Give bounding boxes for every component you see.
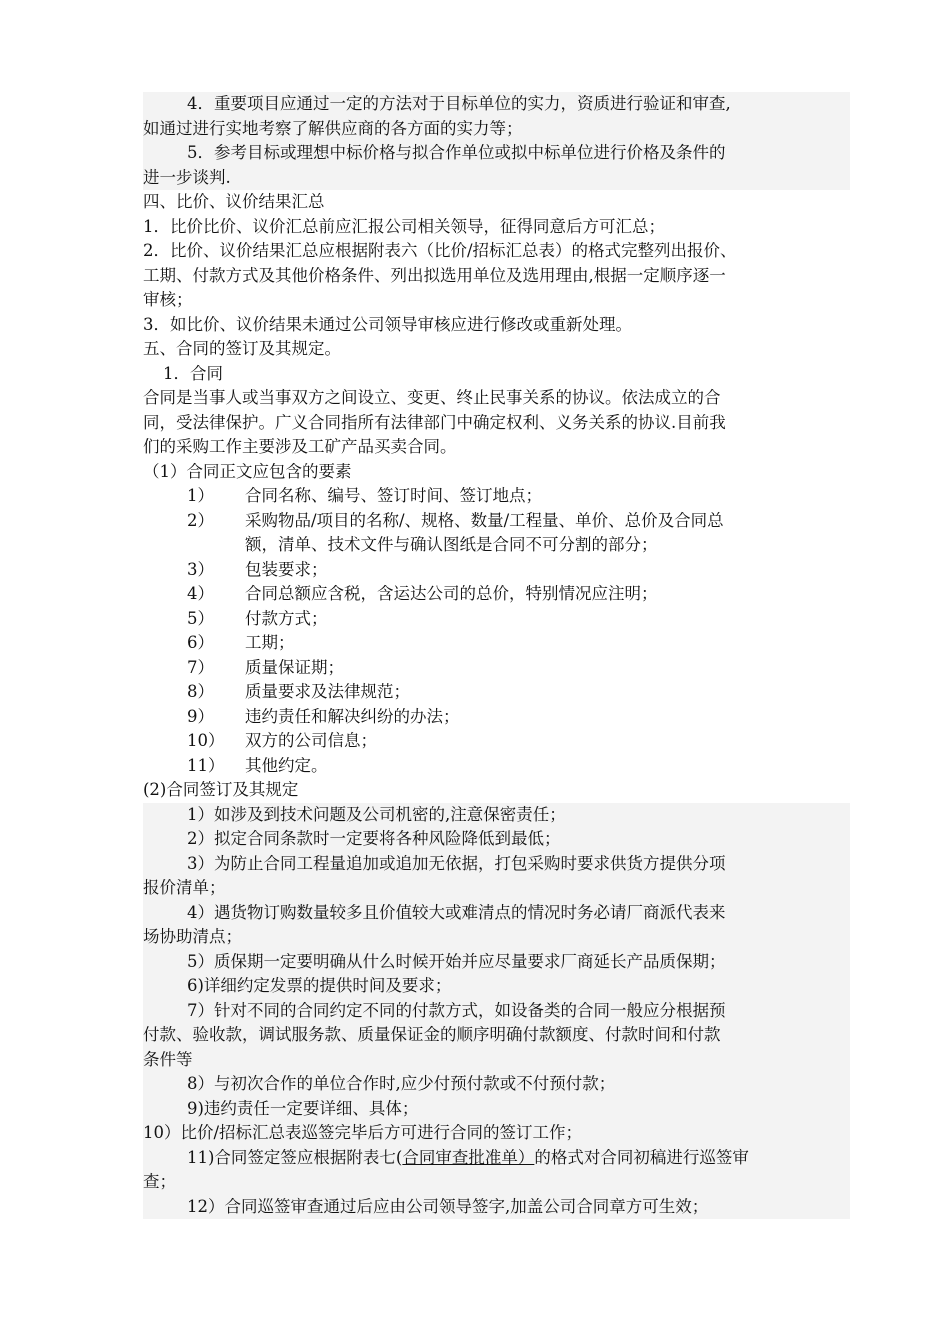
- element-text-continued: 额，清单、技术文件与确认图纸是合同不可分割的部分；: [245, 535, 658, 554]
- element-text: 双方的公司信息；: [245, 731, 377, 750]
- rule-11-line1: [143, 1146, 850, 1171]
- rule-4-line2: 场协助清点；: [143, 925, 850, 950]
- element-text: 合同总额应含税，含运达公司的总价，特别情况应注明；: [245, 584, 658, 603]
- element-number: 6）: [187, 633, 214, 652]
- rule-1: 1）如涉及到技术问题及公司机密的,注意保密责任；: [143, 803, 850, 828]
- element-number: 2）: [187, 510, 214, 530]
- element-number: 5）: [187, 608, 214, 628]
- element-number: 4）: [187, 584, 214, 603]
- element-text: 采购物品/项目的名称/、规格、数量/工程量、单价、总价及合同总: [245, 510, 724, 530]
- element-text: 质量要求及法律规范；: [245, 682, 410, 701]
- element-number: 9）: [187, 706, 214, 726]
- subheading-contract-elements: （1）合同正文应包含的要素: [143, 461, 352, 481]
- element-item: [143, 582, 850, 607]
- contract-approval-form-link: 合同审查批准单）: [402, 1147, 535, 1167]
- rule-7-line1: 7）针对不同的合同约定不同的付款方式，如设备类的合同一般应分根据预: [143, 999, 850, 1024]
- contract-definition-line3: 们的采购工作主要涉及工矿产品买卖合同。: [143, 437, 457, 456]
- rule-5: 5）质保期一定要明确从什么时候开始并应尽量要求厂商延长产品质保期；: [143, 950, 850, 975]
- document-page: [143, 92, 850, 1219]
- element-number: 3）: [187, 559, 214, 579]
- element-text: 工期；: [245, 633, 295, 652]
- paragraph-5-line1: 5．参考目标或理想中标价格与拟合作单位或拟中标单位进行价格及条件的: [143, 141, 850, 166]
- rule-11-text-end: 的格式对合同初稿进行巡签审: [534, 1147, 749, 1167]
- element-text: 包装要求；: [245, 559, 328, 579]
- rule-3-line2: 报价清单；: [143, 876, 850, 901]
- element-item: [143, 656, 850, 681]
- element-item: [143, 705, 850, 730]
- rule-11-text-start: 11)合同签定签应根据附表七(: [187, 1147, 403, 1167]
- section-4-item-1: 1．比价比价、议价汇总前应汇报公司相关领导，征得同意后方可汇总；: [143, 216, 665, 236]
- rule-12: 12）合同巡签审查通过后应由公司领导签字,加盖公司合同章方可生效；: [143, 1195, 850, 1220]
- element-item: [143, 680, 850, 705]
- element-item: [143, 509, 850, 534]
- rule-10: 10）比价/招标汇总表巡签完毕后方可进行合同的签订工作；: [143, 1121, 850, 1146]
- rule-6: 6)详细约定发票的提供时间及要求；: [143, 974, 850, 999]
- contract-definition-line2: 同，受法律保护。广义合同指所有法律部门中确定权利、义务关系的协议.目前我: [143, 412, 726, 432]
- section-4-item-2-line1: 2．比价、议价结果汇总应根据附表六（比价/招标汇总表）的格式完整列出报价、: [143, 241, 737, 260]
- rule-7-line2: 付款、验收款，调试服务款、质量保证金的顺序明确付款额度、付款时间和付款: [143, 1023, 850, 1048]
- rule-11-line2: 查；: [143, 1170, 850, 1195]
- section-4-item-2-line2: 工期、付款方式及其他价格条件、列出拟选用单位及选用理由,根据一定顺序逐一: [143, 265, 726, 285]
- rule-2: 2）拟定合同条款时一定要将各种风险降低到最低；: [143, 827, 850, 852]
- paragraph-5-line2: 进一步谈判.: [143, 166, 850, 191]
- element-item: [143, 607, 850, 632]
- section-4-item-2-line3: 审核；: [143, 290, 193, 309]
- element-text: 质量保证期；: [245, 657, 344, 677]
- paragraph-4-line1: 4．重要项目应通过一定的方法对于目标单位的实力，资质进行验证和审查,: [143, 92, 850, 117]
- element-item: [143, 558, 850, 583]
- rule-3-line1: 3）为防止合同工程量追加或追加无依据，打包采购时要求供货方提供分项: [143, 852, 850, 877]
- element-number: 7）: [187, 657, 214, 677]
- rule-4-line1: 4）遇货物订购数量较多且价值较大或难清点的情况时务必请厂商派代表来: [143, 901, 850, 926]
- element-text: 合同名称、编号、签订时间、签订地点；: [245, 486, 542, 505]
- element-number: 1）: [187, 486, 214, 505]
- element-item: [143, 729, 850, 754]
- element-text: 付款方式；: [245, 608, 328, 628]
- element-number: 10）: [187, 731, 225, 750]
- element-text: 违约责任和解决纠纷的办法；: [245, 706, 460, 726]
- heading-contract: 1．合同: [163, 363, 223, 383]
- rule-7-line3: 条件等: [143, 1048, 850, 1073]
- paragraph-4-line2: 如通过进行实地考察了解供应商的各方面的实力等；: [143, 117, 850, 142]
- contract-definition-line1: 合同是当事人或当事双方之间设立、变更、终止民事关系的协议。依法成立的合: [143, 388, 721, 407]
- element-item: [143, 754, 850, 779]
- rule-9: 9)违约责任一定要详细、具体；: [143, 1097, 850, 1122]
- section-4-item-3: 3．如比价、议价结果未通过公司领导审核应进行修改或重新处理。: [143, 314, 632, 334]
- element-number: 8）: [187, 682, 214, 701]
- rule-8: 8）与初次合作的单位合作时,应少付预付款或不付预付款；: [143, 1072, 850, 1097]
- element-text: 其他约定。: [245, 755, 328, 775]
- subheading-contract-signing: (2)合同签订及其规定: [143, 780, 299, 799]
- heading-section-4: 四、比价、议价结果汇总: [143, 192, 325, 211]
- element-item: [143, 484, 850, 509]
- element-number: 11）: [187, 755, 225, 775]
- heading-section-5: 五、合同的签订及其规定。: [143, 339, 341, 358]
- element-item: [143, 631, 850, 656]
